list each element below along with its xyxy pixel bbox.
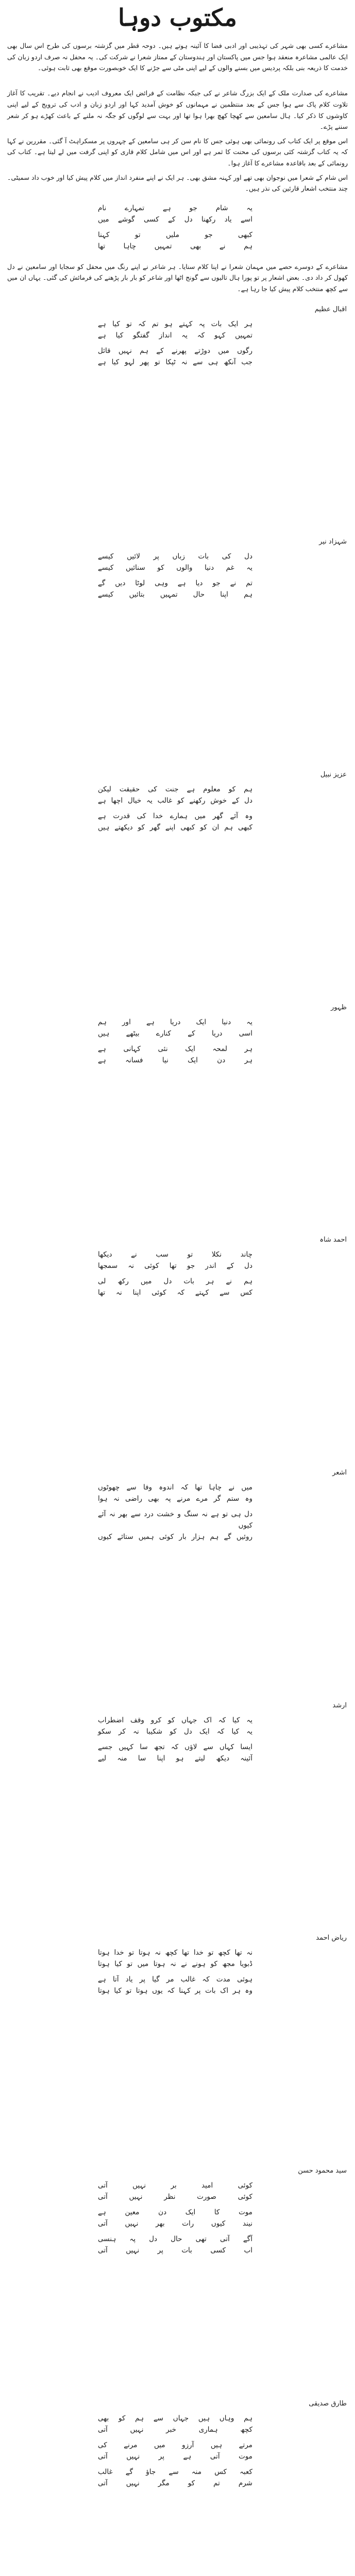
- poet-name: شہزاد نیر: [319, 538, 347, 546]
- verse-line: دل کے خوش رکھنے کو غالب یہ خیال اچھا ہے: [98, 796, 252, 805]
- poet-name: اقبال عظیم: [314, 305, 347, 313]
- poet-couplet: [98, 318, 252, 341]
- verse-line: کس سے کہتے کہ کوئی اپنا نہ تھا: [98, 1289, 252, 1297]
- verse-line: دل کے اندر جو تھا کوئی نہ سمجھا: [98, 1262, 252, 1270]
- poet-name: عزیز نبیل: [320, 770, 347, 778]
- verse-line: تمہیں کہو کہ یہ انداز گفتگو کیا ہے: [98, 331, 252, 340]
- verse-line: وہ آئے گھر میں ہمارے خدا کی قدرت ہے: [98, 811, 252, 820]
- poet-couplet: [98, 1509, 252, 1543]
- verse-line: ہم وہاں ہیں جہاں سے ہم کو بھی: [98, 2414, 252, 2422]
- verse-line: شرم تم کو مگر نہیں آتی: [98, 2479, 252, 2487]
- poet-couplet: [98, 2466, 252, 2489]
- poet-couplet: [98, 1249, 252, 1272]
- poet-couplet: [98, 1016, 252, 1039]
- poet-name: ریاض احمد: [316, 1934, 347, 1942]
- verse-line: ہر ایک بات پہ کہتے ہو تم کہ تو کیا ہے: [98, 319, 252, 328]
- poet-name: طارق صدیقی: [309, 2399, 347, 2408]
- verse-line: نیند کیوں رات بھر نہیں آتی: [98, 2219, 252, 2228]
- poet-couplet: [98, 345, 252, 368]
- poet-couplet: [98, 1974, 252, 1996]
- poet-couplet: [98, 2233, 252, 2256]
- verse-line: چاند نکلا تو سب نے دیکھا: [98, 1250, 252, 1259]
- verse-line: آگے آتی تھی حال دل پہ ہنسی: [98, 2234, 252, 2243]
- page-title: مکتوب دوہا: [118, 4, 237, 31]
- intro-paragraph: مشاعرے کسی بھی شہر کی تہذیبی اور ادبی فضا کا آئینہ ہوتے ہیں۔ دوحہ قطر میں گزشتہ برسوں کی طرح اس سال بھی ایک عالمی مشاعرہ منعقد ہوا جس میں پاکستان اور ہندوستان کے ممتاز شعرا نے شرکت کی۔ یہ محفل نہ صرف اردو زبان کی خدمت کا ذریعہ بنی بلکہ پردیس میں بسنے والوں کے لیے اپنی مٹی سے جڑنے کا ایک خوبصورت موقع بھی ثابت ہوئی۔: [7, 42, 348, 72]
- opening-couplet: [98, 202, 252, 225]
- verse-line: کوئی صورت نظر نہیں آتی: [98, 2192, 252, 2201]
- poet-couplet: [98, 1715, 252, 1737]
- verse-line: اسی دریا کے کنارے بیٹھے ہیں: [98, 1029, 252, 1038]
- verse-line: ایسا کہاں سے لاؤں کہ تجھ سا کہیں جسے: [98, 1742, 252, 1751]
- verse-line: یہ کیا کہ ایک دل کو شکیبا نہ کر سکو: [98, 1727, 252, 1736]
- intro-paragraph: مشاعرے کی صدارت ملک کے ایک بزرگ شاعر نے کی جبکہ نظامت کے فرائض ایک معروف ادیب نے انجام دیے۔ تقریب کا آغاز تلاوت کلام پاک سے ہوا جس کے بعد منتظمین نے مہمانوں کو خوش آمدید کہا اور اردو زبان و ادب کی ترویج کے لیے اپنی کاوشوں کا ذکر کیا۔ ہال سامعین سے کھچا کھچ بھرا ہوا تھا اور بہت سے لوگوں کو جگہ نہ ملنے کے باعث کھڑے ہو کر شعر سننے پڑے۔: [7, 89, 348, 131]
- verse-line: اب کسی بات پر نہیں آتی: [98, 2246, 252, 2255]
- verse-line: یہ کیا کہ اک جہاں کو کرو وقف اضطراب: [98, 1716, 252, 1724]
- verse-line: ہوئی مدت کہ غالب مر گیا پر یاد آتا ہے: [98, 1975, 252, 1984]
- verse-line: یہ شام جو ہے تمہارے نام: [98, 204, 252, 212]
- verse-line: نہ تھا کچھ تو خدا تھا کچھ نہ ہوتا تو خدا ہوتا: [98, 1948, 252, 1957]
- opening-couplet: [98, 229, 252, 252]
- intro-paragraph: اس موقع پر ایک کتاب کی رونمائی بھی ہوئی جس کا نام سن کر ہی سامعین کے چہروں پر مسکراہٹ آ گئی۔ مقررین نے کہا کہ یہ کتاب گزشتہ کئی برسوں کی محنت کا ثمر ہے اور اس میں شامل کلام قاری کو اپنی گرفت میں لے لیتا ہے۔ کتاب کی رونمائی کے بعد باقاعدہ مشاعرے کا آغاز ہوا۔: [7, 137, 348, 167]
- verse-line: ہم نے ہر بات دل میں رکھ لی: [98, 1277, 252, 1286]
- verse-line: یہ غم دنیا والوں کو سنائیں کیسے: [98, 564, 252, 572]
- poet-couplet: [98, 1482, 252, 1504]
- poet-couplet: [98, 810, 252, 833]
- verse-line: کوئی امید بر نہیں آتی: [98, 2181, 252, 2190]
- poet-couplet: [98, 2180, 252, 2202]
- poet-couplet: [98, 2207, 252, 2229]
- verse-line: ہر لمحہ ایک نئی کہانی ہے: [98, 1044, 252, 1053]
- poet-couplet: [98, 2439, 252, 2462]
- verse-line: رگوں میں دوڑتے پھرنے کے ہم نہیں قائل: [98, 346, 252, 355]
- verse-line: ہم اپنا حال تمہیں بتائیں کیسے: [98, 590, 252, 599]
- poet-couplet: [98, 784, 252, 806]
- poet-name: احمد شاہ: [319, 1236, 347, 1244]
- verse-line: تم نے جو دیا ہے وہی لوٹا دیں گے: [98, 579, 252, 588]
- verse-line: مرتے ہیں آرزو میں مرنے کی: [98, 2441, 252, 2449]
- verse-line: یہ دنیا ایک دریا ہے اور ہم: [98, 1018, 252, 1026]
- verse-line: ہم نے بھی تمہیں چاہا تھا: [98, 242, 252, 250]
- verse-line: دل ہی تو ہے نہ سنگ و خشت درد سے بھر نہ آئے کیوں: [98, 1510, 252, 1530]
- poet-couplet: [98, 551, 252, 573]
- poet-couplet: [98, 2413, 252, 2435]
- verse-line: کبھی ہم ان کو کبھی اپنے گھر کو دیکھتے ہیں: [98, 823, 252, 832]
- verse-line: کچھ ہماری خبر نہیں آتی: [98, 2425, 252, 2434]
- poet-couplet: [98, 1043, 252, 1066]
- verse-line: ہر دن ایک نیا فسانہ ہے: [98, 1056, 252, 1064]
- verse-line: موت آتی ہے پر نہیں آتی: [98, 2452, 252, 2461]
- verse-line: جب آنکھ ہی سے نہ ٹپکا تو پھر لہو کیا ہے: [98, 358, 252, 366]
- verse-line: ڈبویا مجھ کو ہونے نے نہ ہوتا میں تو کیا ہوتا: [98, 1960, 252, 1969]
- poet-name: ارشد: [332, 1701, 347, 1709]
- poet-name: اشعر: [332, 1468, 347, 1477]
- poet-couplet: [98, 1276, 252, 1298]
- intro-paragraph: اس شام کے شعرا میں نوجوان بھی تھے اور کہنہ مشق بھی۔ ہر ایک نے اپنے منفرد انداز میں کلام پیش کیا اور خوب داد سمیٹی۔ چند منتخب اشعار قارئین کی نذر ہیں۔: [7, 173, 348, 193]
- middle-paragraph: مشاعرے کے دوسرے حصے میں مہمان شعرا نے اپنا کلام سنایا۔ ہر شاعر نے اپنے رنگ میں محفل کو سجایا اور سامعین نے دل کھول کر داد دی۔ بعض اشعار پر تو پورا ہال تالیوں سے گونج اٹھا اور شاعر کو بار بار پڑھنے کی فرمائش کی گئی۔ یہاں ان میں سے کچھ منتخب کلام پیش کیا جا رہا ہے۔: [7, 262, 348, 293]
- verse-line: کعبہ کس منہ سے جاؤ گے غالب: [98, 2467, 252, 2476]
- poet-couplet: [98, 578, 252, 600]
- verse-line: اسے یاد رکھنا دل کے کسی گوشے میں: [98, 215, 252, 224]
- verse-line: میں نے چاہا تھا کہ اندوہ وفا سے چھوٹوں: [98, 1483, 252, 1492]
- verse-line: وہ ستم گر مرے مرنے پہ بھی راضی نہ ہوا: [98, 1494, 252, 1503]
- verse-line: روئیں گے ہم ہزار بار کوئی ہمیں ستائے کیوں: [98, 1532, 252, 1541]
- poet-couplet: [98, 1947, 252, 1970]
- verse-line: وہ ہر اک بات پر کہنا کہ یوں ہوتا تو کیا ہوتا: [98, 1987, 252, 1995]
- poet-name: ظہور: [331, 1003, 347, 1011]
- verse-line: موت کا ایک دن معین ہے: [98, 2208, 252, 2216]
- verse-line: کبھی جو ملیں تو کہنا: [98, 230, 252, 239]
- poet-name: سید محمود حسن: [298, 2166, 347, 2175]
- verse-line: دل کی بات زباں پر لائیں کیسے: [98, 552, 252, 561]
- verse-line: آئینہ دیکھ لیتے ہو اپنا سا منہ لیے: [98, 1754, 252, 1762]
- verse-line: ہم کو معلوم ہے جنت کی حقیقت لیکن: [98, 785, 252, 793]
- poet-couplet: [98, 1741, 252, 1764]
